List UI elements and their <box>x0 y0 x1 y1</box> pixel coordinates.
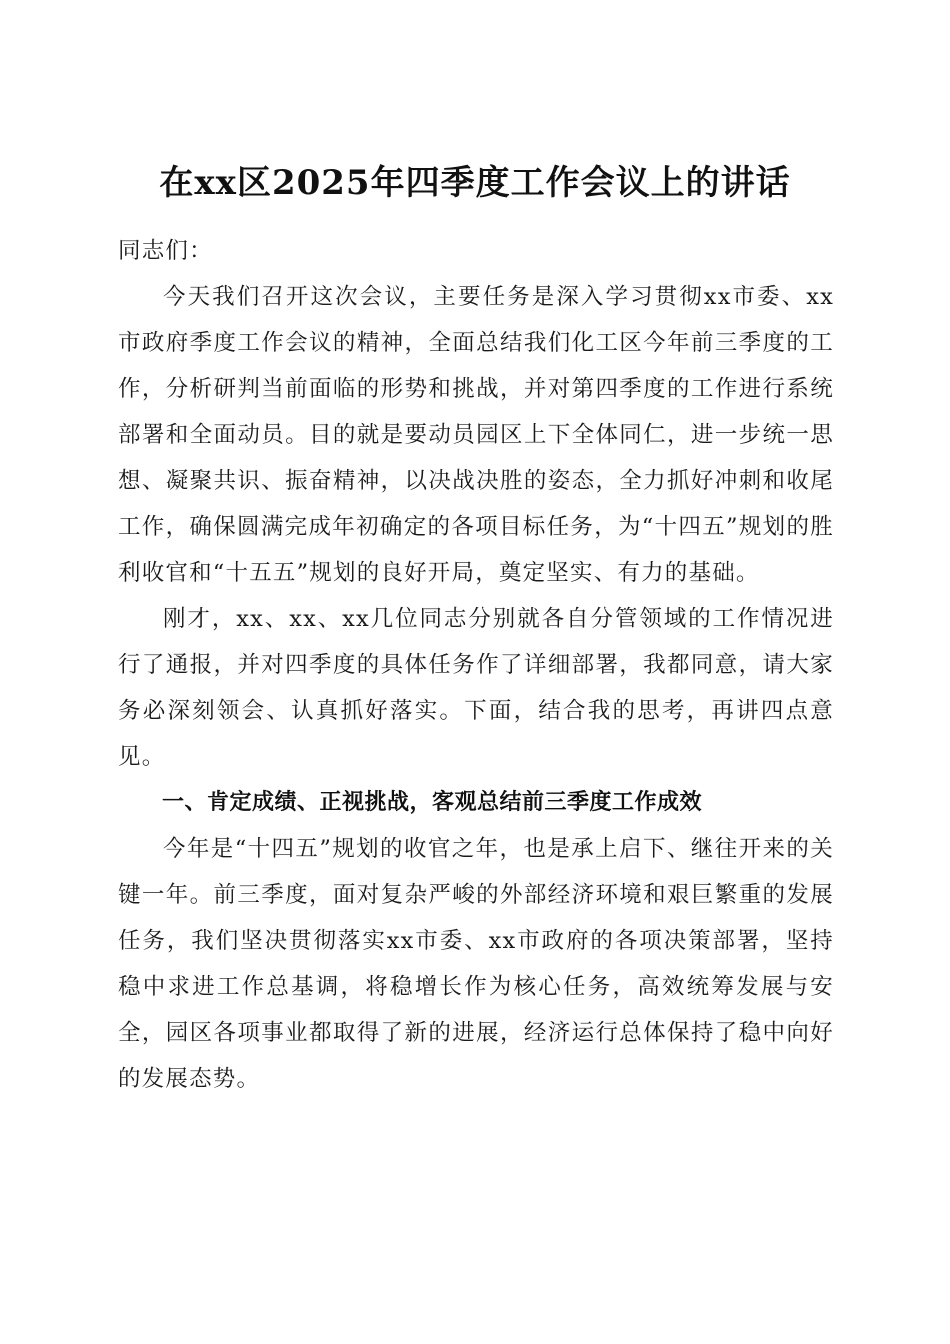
salutation: 同志们： <box>118 238 213 264</box>
document-body <box>118 228 834 1102</box>
document-title: 在xx区2025年四季度工作会议上的讲话 <box>159 162 791 203</box>
paragraph-intro: 今天我们召开这次会议，主要任务是深入学习贯彻xx市委、xx市政府季度工作会议的精神，全面总结我们化工区今年前三季度的工作，分析研判当前面临的形势和挑战，并对第四季度的工作进行系统部署和全面动员。目的就是要动员园区上下全体同仁，进一步统一思想、凝聚共识、振奋精神，以决战决胜的姿态，全力抓好冲刺和收尾工作，确保圆满完成年初确定的各项目标任务，为“十四五”规划的胜利收官和“十五五”规划的良好开局，奠定坚实、有力的基础。 <box>118 284 834 586</box>
paragraph-section-1: 今年是“十四五”规划的收官之年，也是承上启下、继往开来的关键一年。前三季度，面对复杂严峻的外部经济环境和艰巨繁重的发展任务，我们坚决贯彻落实xx市委、xx市政府的各项决策部署，坚持稳中求进工作总基调，将稳增长作为核心任务，高效统筹发展与安全，园区各项事业都取得了新的进展，经济运行总体保持了稳中向好的发展态势。 <box>118 836 834 1092</box>
section-heading-1: 一、肯定成绩、正视挑战，客观总结前三季度工作成效 <box>162 790 703 815</box>
paragraph-reports: 刚才，xx、xx、xx几位同志分别就各自分管领域的工作情况进行了通报，并对四季度的具体任务作了详细部署，我都同意，请大家务必深刻领会、认真抓好落实。下面，结合我的思考，再讲四点意见。 <box>118 606 834 770</box>
